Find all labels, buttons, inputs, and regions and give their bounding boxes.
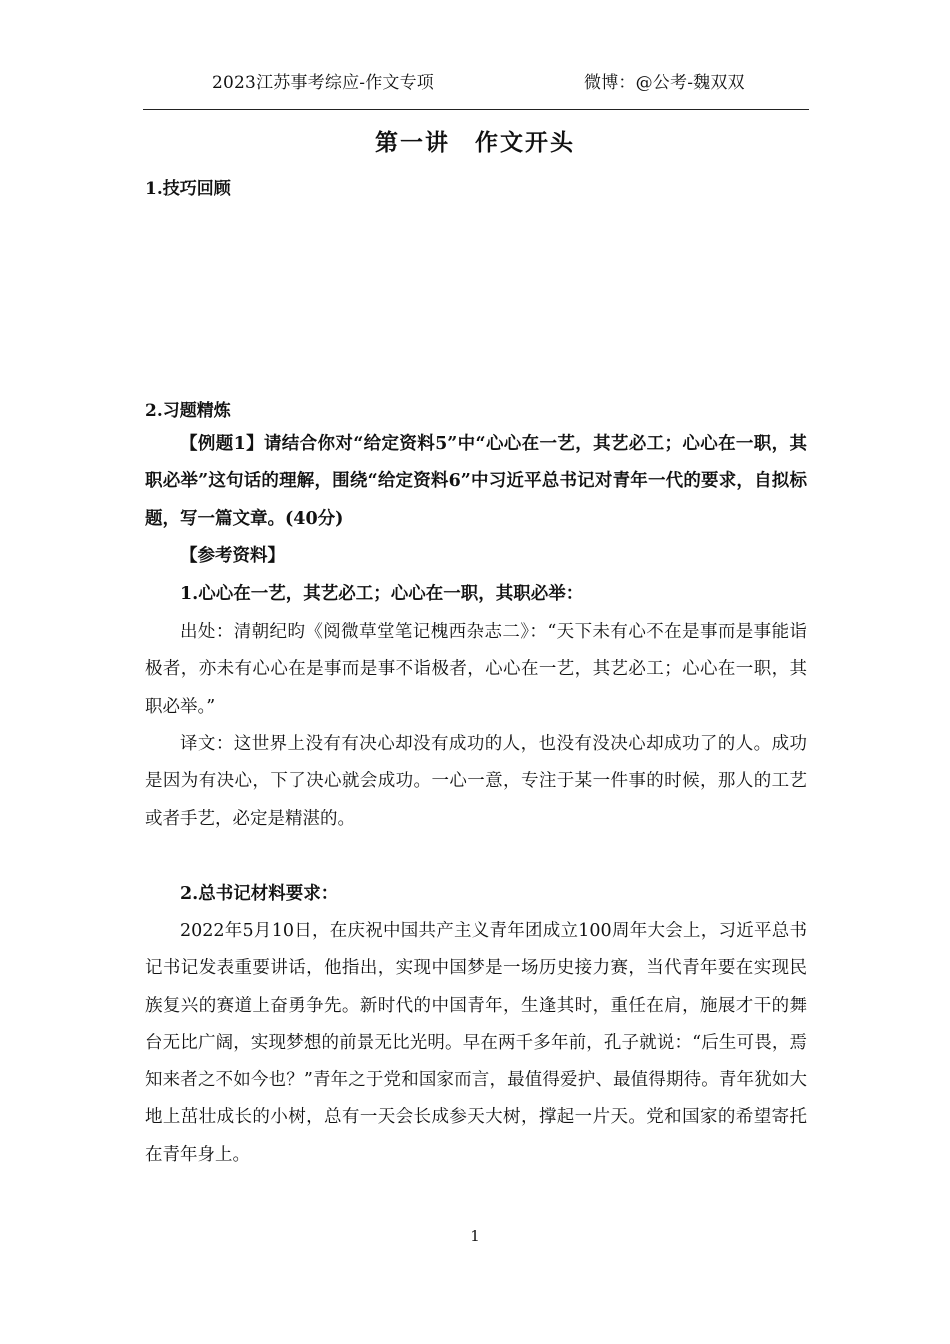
example-question: 【例题1】请结合你对“给定资料5”中“心心在一艺，其艺必工；心心在一职，其职必举”这句话的理解，围绕“给定资料6”中习近平总书记对青年一代的要求，自拟标题，写一篇文章。(40分): [145, 434, 807, 529]
page-title: 第一讲 作文开头: [375, 129, 575, 156]
reference-item2-heading: 2.总书记材料要求：: [180, 884, 339, 904]
page-number: 1: [470, 1227, 480, 1245]
section-heading-exercises: 2.习题精炼: [145, 401, 231, 421]
section-heading-skills-review: 1.技巧回顾: [145, 179, 231, 199]
reference-item1-source: 出处：清朝纪昀《阅微草堂笔记槐西杂志二》：“天下未有心不在是事而是事能诣极者，亦未有心心在是事而是事不诣极者，心心在一艺，其艺必工；心心在一职，其职必举。”: [145, 622, 807, 717]
reference-item1-translation: 译文：这世界上没有有决心却没有成功的人，也没有没决心却成功了的人。成功是因为有决心，下了决心就会成功。一心一意，专注于某一件事的时候，那人的工艺或者手艺，必定是精湛的。: [145, 734, 807, 829]
header-rule: [143, 109, 809, 110]
header-left: 2023江苏事考综应-作文专项: [212, 73, 435, 93]
header-right: 微博：@公考-魏双双: [584, 73, 745, 93]
reference-item2-body: 2022年5月10日，在庆祝中国共产主义青年团成立100周年大会上，习近平总书记书记发表重要讲话，他指出，实现中国梦是一场历史接力赛，当代青年要在实现民族复兴的赛道上奋勇争先。新时代的中国青年，生逢其时，重任在肩，施展才干的舞台无比广阔，实现梦想的前景无比光明。早在两千多年前，孔子就说：“后生可畏，焉知来者之不如今也？”青年之于党和国家而言，最值得爱护、最值得期待。青年犹如大地上茁壮成长的小树，总有一天会长成参天大树，撑起一片天。党和国家的希望寄托在青年身上。: [145, 921, 807, 1165]
reference-item1-heading: 1.心心在一艺，其艺必工；心心在一职，其职必举：: [180, 584, 584, 604]
reference-heading: 【参考资料】: [180, 546, 285, 566]
